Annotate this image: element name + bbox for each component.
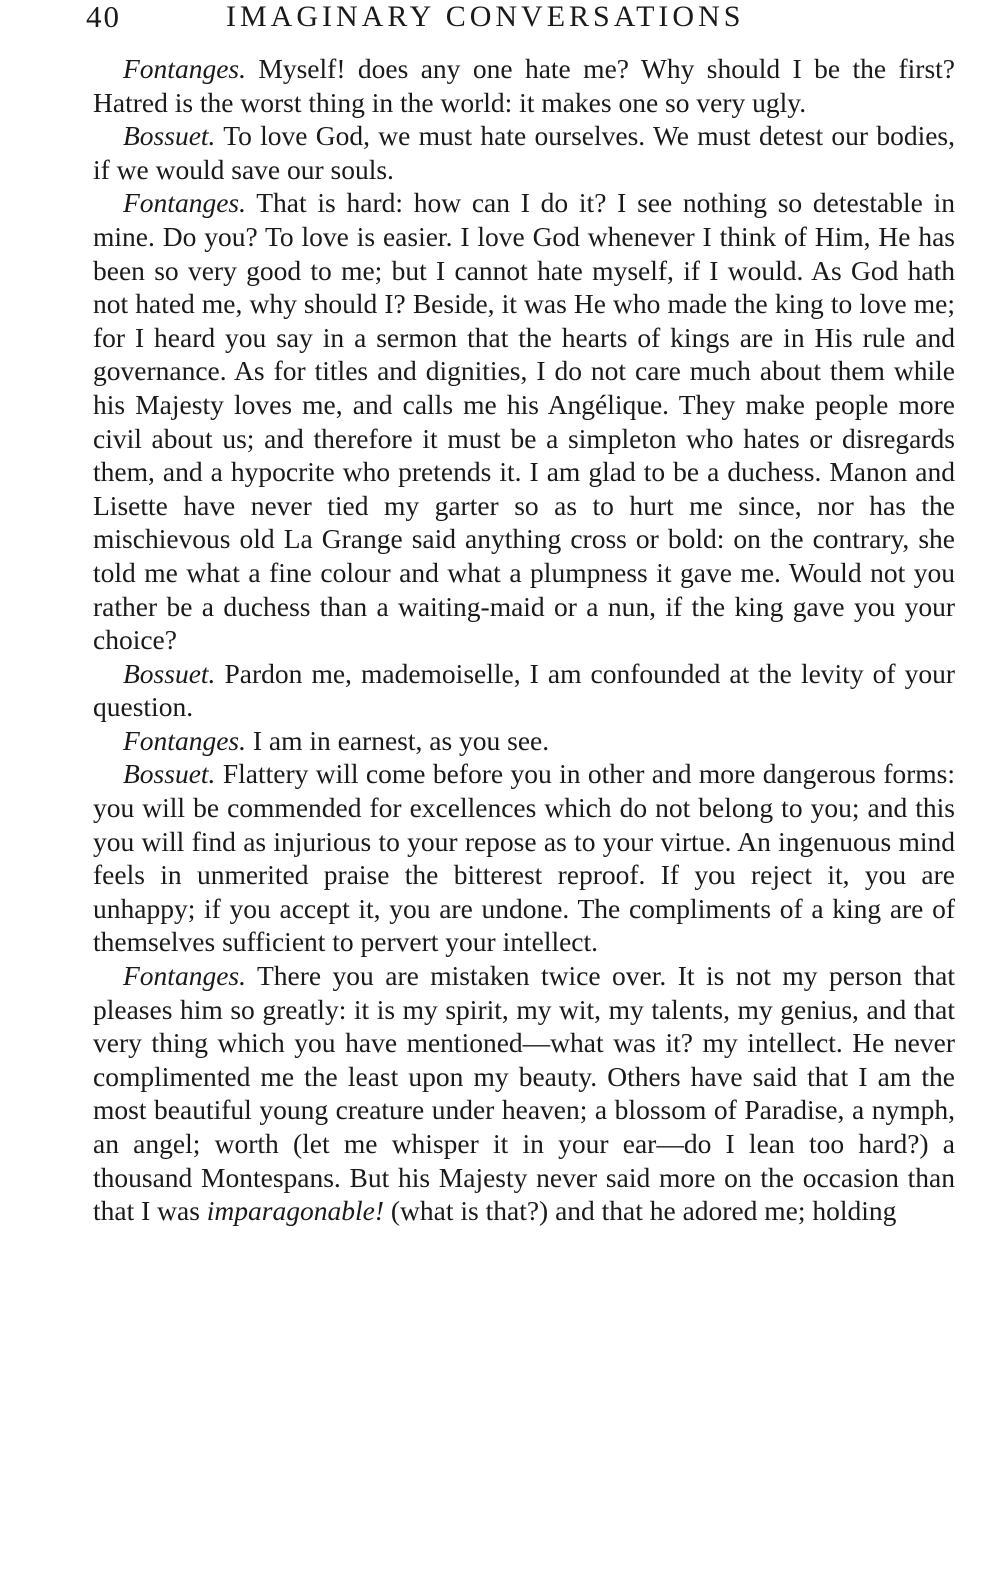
speech-text: I am in earnest, as you see. [252,724,550,756]
speech-text: (what is that?) and that he adored me; holding [390,1195,897,1227]
dialogue-paragraph [93,757,955,959]
speech-text: Flattery will come before you in other and more dangerous forms: you will be commended for excellences which do not belong to you; and this you will find as injurious to your repose as to your virtue. An ingenuous mind feels in unmerited praise the bitterest reproof. If you reject it, you are unhappy; if you accept it, you are undone. The compliments of a king are of themselves sufficient to pervert your intellect. [93,758,955,958]
dialogue-paragraph [93,186,955,656]
speaker-name: Bossuet. [123,758,216,790]
dialogue-body [93,52,955,1228]
speech-text: There you are mistaken twice over. It is not my person that pleases him so greatly: it is my spirit, my wit, my talents, my genius, and that very thing which you have mentioned—what was it? my intellect. He never complimented me the least upon my beauty. Others have said that I am the most beautiful young creature under heaven; a blossom of Paradise, a nymph, an angel; worth (let me whisper it in your ear—do I lean too hard?) a thousand Montespans. But his Majesty never said more on the occasion than that I was [93,960,955,1227]
speech-text: That is hard: how can I do it? I see nothing so detestable in mine. Do you? To love is easier. I love God whenever I think of Him, He has been so very good to me; but I cannot hate myself, if I would. As God hath not hated me, why should I? Beside, it was He who made the king to love me; for I heard you say in a sermon that the hearts of kings are in His rule and governance. As for titles and dignities, I do not care much about them while his Majesty loves me, and calls me his Angélique. They make people more civil about us; and therefore it must be a simpleton who hates or disregards them, and a hypocrite who pretends it. I am glad to be a duchess. Manon and Lisette have never tied my garter so as to hurt me since, nor has the mischievous old La Grange said anything cross or bold: on the contrary, she told me what a fine colour and what a plumpness it gave me. Would not you rather be a duchess than a waiting-maid or a nun, if the king gave you your choice? [93,187,955,656]
speaker-name: Fontanges. [123,53,246,84]
speech-text: To love God, we must hate ourselves. We must detest our bodies, if we would save our souls. [93,120,955,185]
dialogue-paragraph [93,724,955,758]
speaker-name: Fontanges. [123,960,246,992]
speech-text: Myself! does any one hate me? Why should I be the first? Hatred is the worst thing in the world: it makes one so very ugly. [93,53,955,118]
running-title: IMAGINARY CONVERSATIONS [226,0,745,33]
speaker-name: Bossuet. [123,657,216,689]
dialogue-paragraph [93,959,955,1228]
speaker-name: Fontanges. [123,724,246,756]
dialogue-paragraph [93,119,955,186]
running-header [86,0,955,34]
page-number: 40 [86,0,121,34]
emphasized-word: imparagonable! [206,1195,385,1227]
speaker-name: Fontanges. [123,187,246,219]
speech-text: Pardon me, mademoiselle, I am confounded at the levity of your question. [93,657,955,723]
speaker-name: Bossuet. [123,120,216,152]
dialogue-paragraph [93,657,955,724]
dialogue-paragraph [93,52,955,119]
